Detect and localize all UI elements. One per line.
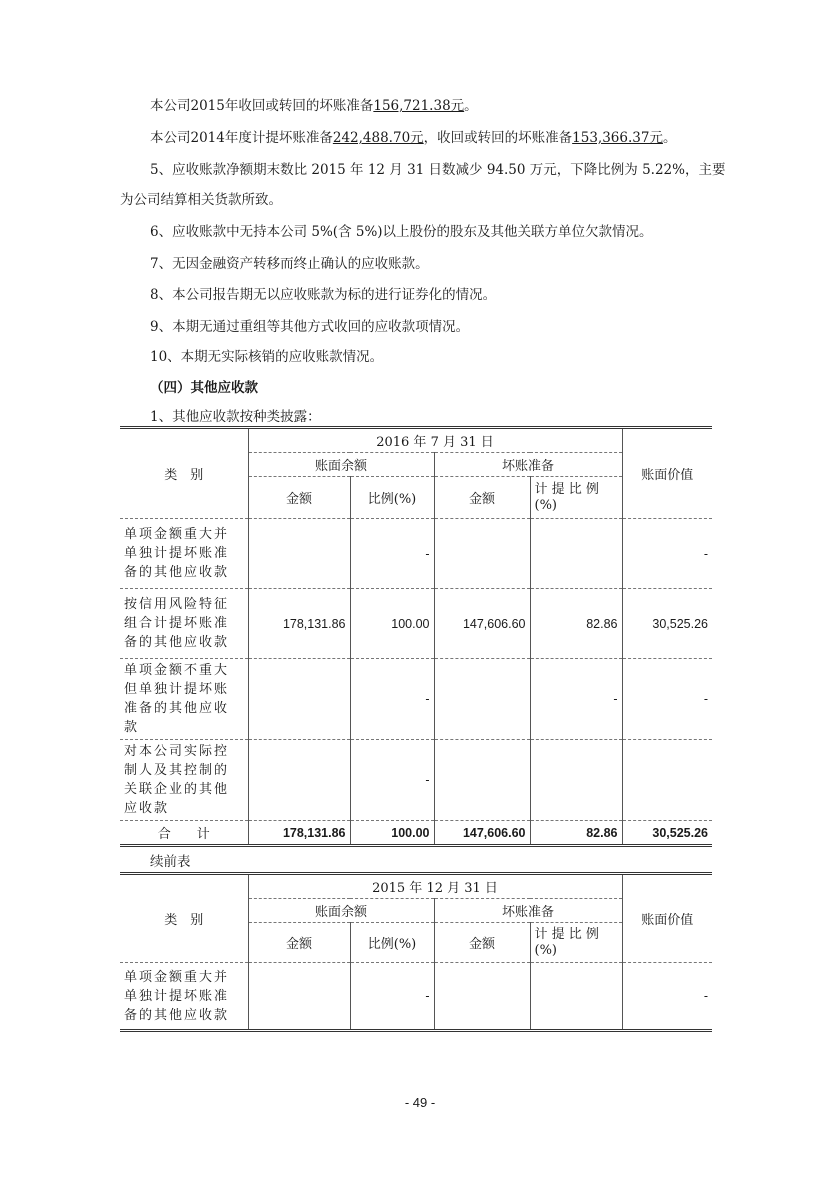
paragraph-item-5-line1: 5、应收账款净额期末数比 2015 年 12 月 31 日数减少 94.50 万元，下降比例为 5.22%，主要 [150,162,726,178]
table-row [120,589,712,659]
other-receivables-table-2016 [120,426,712,847]
header-ratio: 比例(%) [350,477,434,519]
cell-book-value [622,740,712,821]
page-number: - 49 - [404,1095,436,1110]
header-ratio: 比例(%) [350,923,434,963]
paragraph-2014-provision [150,128,676,148]
total-label: 合 计 [120,821,248,846]
row-category: 单项金额重大并单独计提坏账准备的其他应收款 [120,963,248,1031]
text: 。 [464,98,478,114]
paragraph-2015-recovery [150,96,478,116]
total-bad-amount: 147,606.60 [434,821,530,846]
cell-amount [248,963,350,1031]
cell-provision-ratio: 82.86 [530,589,622,659]
table-row [120,740,712,821]
cell-ratio: - [350,519,434,589]
cell-amount [248,659,350,740]
cell-amount [248,740,350,821]
cell-ratio: - [350,963,434,1031]
paragraph-item-10: 10、本期无实际核销的应收账款情况。 [150,349,384,365]
header-amount: 金额 [248,923,350,963]
header-book-balance: 账面余额 [248,899,434,923]
header-bad-debt: 坏账准备 [434,453,622,477]
row-category: 单项金额重大并单独计提坏账准备的其他应收款 [120,519,248,589]
total-provision-ratio: 82.86 [530,821,622,846]
row-category: 对本公司实际控制人及其控制的关联企业的其他应收款 [120,740,248,821]
header-period: 2015 年 12 月 31 日 [248,874,622,899]
paragraph-item-6: 6、应收账款中无持本公司 5%(含 5%)以上股份的股东及其他关联方单位欠款情况。 [150,224,653,240]
text: 。 [662,130,677,146]
cell-ratio: - [350,659,434,740]
cell-ratio: 100.00 [350,589,434,659]
cell-bad-amount: 147,606.60 [434,589,530,659]
cell-provision-ratio: - [530,659,622,740]
table-row [120,963,712,1031]
header-provision-ratio: 计 提 比 例 (%) [530,477,622,519]
cell-bad-amount [434,963,530,1031]
cell-book-value: 30,525.26 [622,589,712,659]
total-amount: 178,131.86 [248,821,350,846]
cell-book-value: - [622,659,712,740]
total-ratio: 100.00 [350,821,434,846]
header-category: 类 别 [120,874,248,963]
paragraph-item-9: 9、本期无通过重组等其他方式收回的应收款项情况。 [150,319,470,335]
cell-provision-ratio [530,740,622,821]
header-book-value: 账面价值 [622,874,712,963]
table-row [120,659,712,740]
table-row [120,519,712,589]
cell-bad-amount [434,659,530,740]
text: ，收回或转回的坏账准备 [423,130,573,146]
row-category: 单项金额不重大但单独计提坏账准备的其他应收款 [120,659,248,740]
continued-label: 续前表 [150,854,191,870]
cell-ratio: - [350,740,434,821]
cell-amount [248,519,350,589]
text: 本公司2015年收回或转回的坏账准备 [150,98,374,114]
other-receivables-table-2015 [120,872,712,1032]
amount-underlined: 153,366.37元 [572,130,663,146]
header-bad-amount: 金额 [434,477,530,519]
table-intro: 1、其他应收款按种类披露： [150,409,321,425]
text: 本公司2014年度计提坏账准备 [150,130,333,146]
cell-bad-amount [434,740,530,821]
cell-provision-ratio [530,963,622,1031]
header-category: 类 别 [120,428,248,519]
header-bad-debt: 坏账准备 [434,899,622,923]
header-book-value: 账面价值 [622,428,712,519]
header-amount: 金额 [248,477,350,519]
cell-bad-amount [434,519,530,589]
total-book-value: 30,525.26 [622,821,712,846]
header-book-balance: 账面余额 [248,453,434,477]
cell-book-value: - [622,519,712,589]
paragraph-item-7: 7、无因金融资产转移而终止确认的应收账款。 [150,256,429,272]
cell-book-value: - [622,963,712,1031]
cell-provision-ratio [530,519,622,589]
cell-amount: 178,131.86 [248,589,350,659]
table-total-row [120,821,712,846]
paragraph-item-8: 8、本公司报告期无以应收账款为标的进行证券化的情况。 [150,287,497,303]
section-title: （四）其他应收款 [150,380,258,396]
amount-underlined: 242,488.70元 [332,130,424,146]
header-period: 2016 年 7 月 31 日 [248,428,622,453]
header-provision-ratio: 计 提 比 例 (%) [530,923,622,963]
row-category: 按信用风险特征组合计提坏账准备的其他应收款 [120,589,248,659]
header-bad-amount: 金额 [434,923,530,963]
paragraph-item-5-line2: 为公司结算相关货款所致。 [120,192,282,208]
amount-underlined: 156,721.38元 [373,98,465,114]
